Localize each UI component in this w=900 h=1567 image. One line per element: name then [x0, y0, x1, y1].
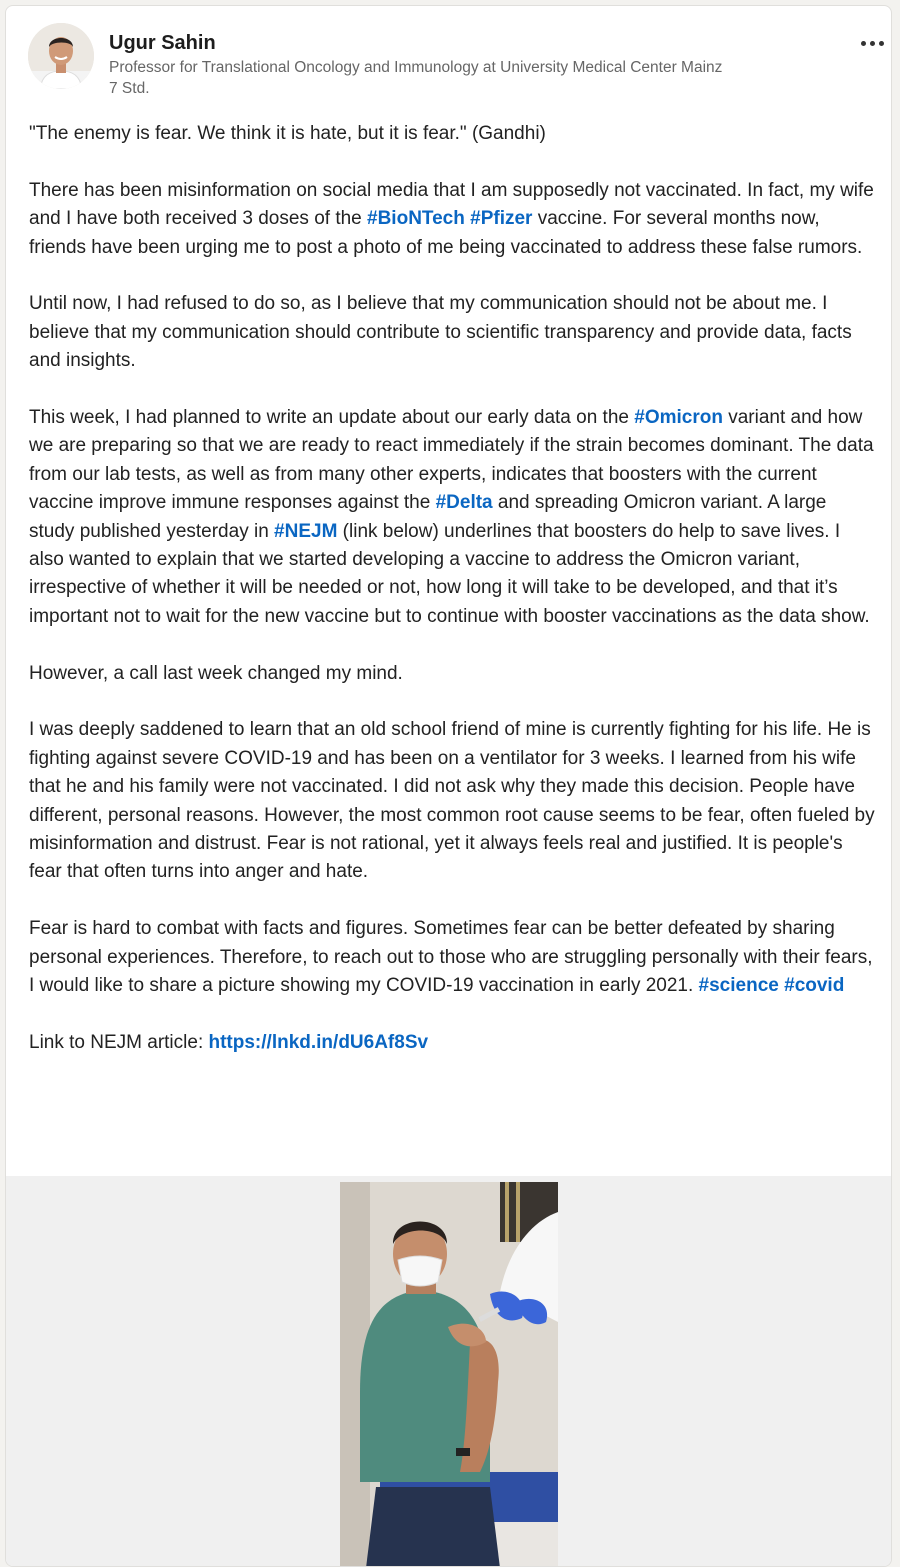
hashtag-science[interactable]: #science [698, 975, 779, 997]
paragraph-call: However, a call last week changed my mind. [29, 662, 403, 684]
post-card [5, 5, 892, 1567]
post-header [28, 23, 873, 103]
quote-paragraph: "The enemy is fear. We think it is hate, but it is fear." (Gandhi) [29, 123, 546, 144]
author-avatar[interactable] [28, 23, 94, 89]
paragraph-misinformation: There has been misinformation on social media that I am supposedly not vaccinated. In fact, my wife and I have both received 3 doses of the #BioNTech #Pfizer vaccine. For several months now, friends have been urging me to post a photo of me being vaccinated to address these false rumors. [29, 179, 874, 258]
post-text [29, 120, 876, 1086]
post-media [6, 1176, 892, 1567]
paragraph-omicron-update: This week, I had planned to write an update about our early data on the #Omicron variant and how we are preparing so that we are ready to react immediately if the strain becomes dominant. The data from our lab tests, as well as from many other experts, indicates that boosters with the current vaccine improve immune responses against the #Delta and spreading Omicron variant. A large study published yesterday in #NEJM (link below) underlines that boosters do help to save lives. I also wanted to explain that we started developing a vaccine to address the Omicron variant, irrespective of whether it will be needed or not, how long it will take to be developed, and that it’s important not to wait for the new vaccine but to continue with booster vaccinations as the data show. [29, 407, 874, 627]
author-headline: Professor for Translational Oncology and Immunology at University Medical Center Mainz [109, 59, 723, 76]
vaccination-photo[interactable] [340, 1182, 558, 1567]
hashtag-delta[interactable]: #Delta [435, 492, 493, 514]
paragraph-link: Link to NEJM article: https://lnkd.in/dU6Af8Sv [29, 1031, 429, 1053]
paragraph-communication: Until now, I had refused to do so, as I believe that my communication should not be about me. I believe that my communication should contribute to scientific transparency and provide data, facts and insights. [29, 293, 852, 372]
author-name[interactable]: Ugur Sahin [109, 32, 216, 54]
nejm-article-link[interactable]: https://lnkd.in/dU6Af8Sv [208, 1031, 429, 1053]
hashtag-biontech[interactable]: #BioNTech [367, 208, 465, 230]
hashtag-covid[interactable]: #covid [784, 975, 845, 997]
vaccination-photo-illustration [340, 1182, 558, 1567]
hashtag-omicron[interactable]: #Omicron [634, 407, 723, 429]
paragraph-fear: Fear is hard to combat with facts and figures. Sometimes fear can be better defeated by sharing personal experiences. Therefore, to reach out to those who are struggling personally with their fears, I would like to share a picture showing my COVID-19 vaccination in early 2021. #science #covid [29, 918, 873, 997]
paragraph-friend: I was deeply saddened to learn that an old school friend of mine is currently fighting for his life. He is fighting against severe COVID-19 and has been on a ventilator for 3 weeks. I learned from his wife that he and his family were not vaccinated. I did not ask why they made this decision. People have different, personal reasons. However, the most common root cause seems to be fear, often fueled by misinformation and distrust. Fear is not rational, yet it always feels real and justified. It is people's fear that often turns into anger and hate. [29, 719, 875, 883]
hashtag-nejm[interactable]: #NEJM [274, 520, 338, 542]
avatar-photo [28, 23, 94, 89]
post-timestamp: 7 Std. [109, 80, 150, 97]
more-options-icon[interactable] [854, 29, 890, 57]
hashtag-pfizer[interactable]: #Pfizer [470, 208, 533, 230]
